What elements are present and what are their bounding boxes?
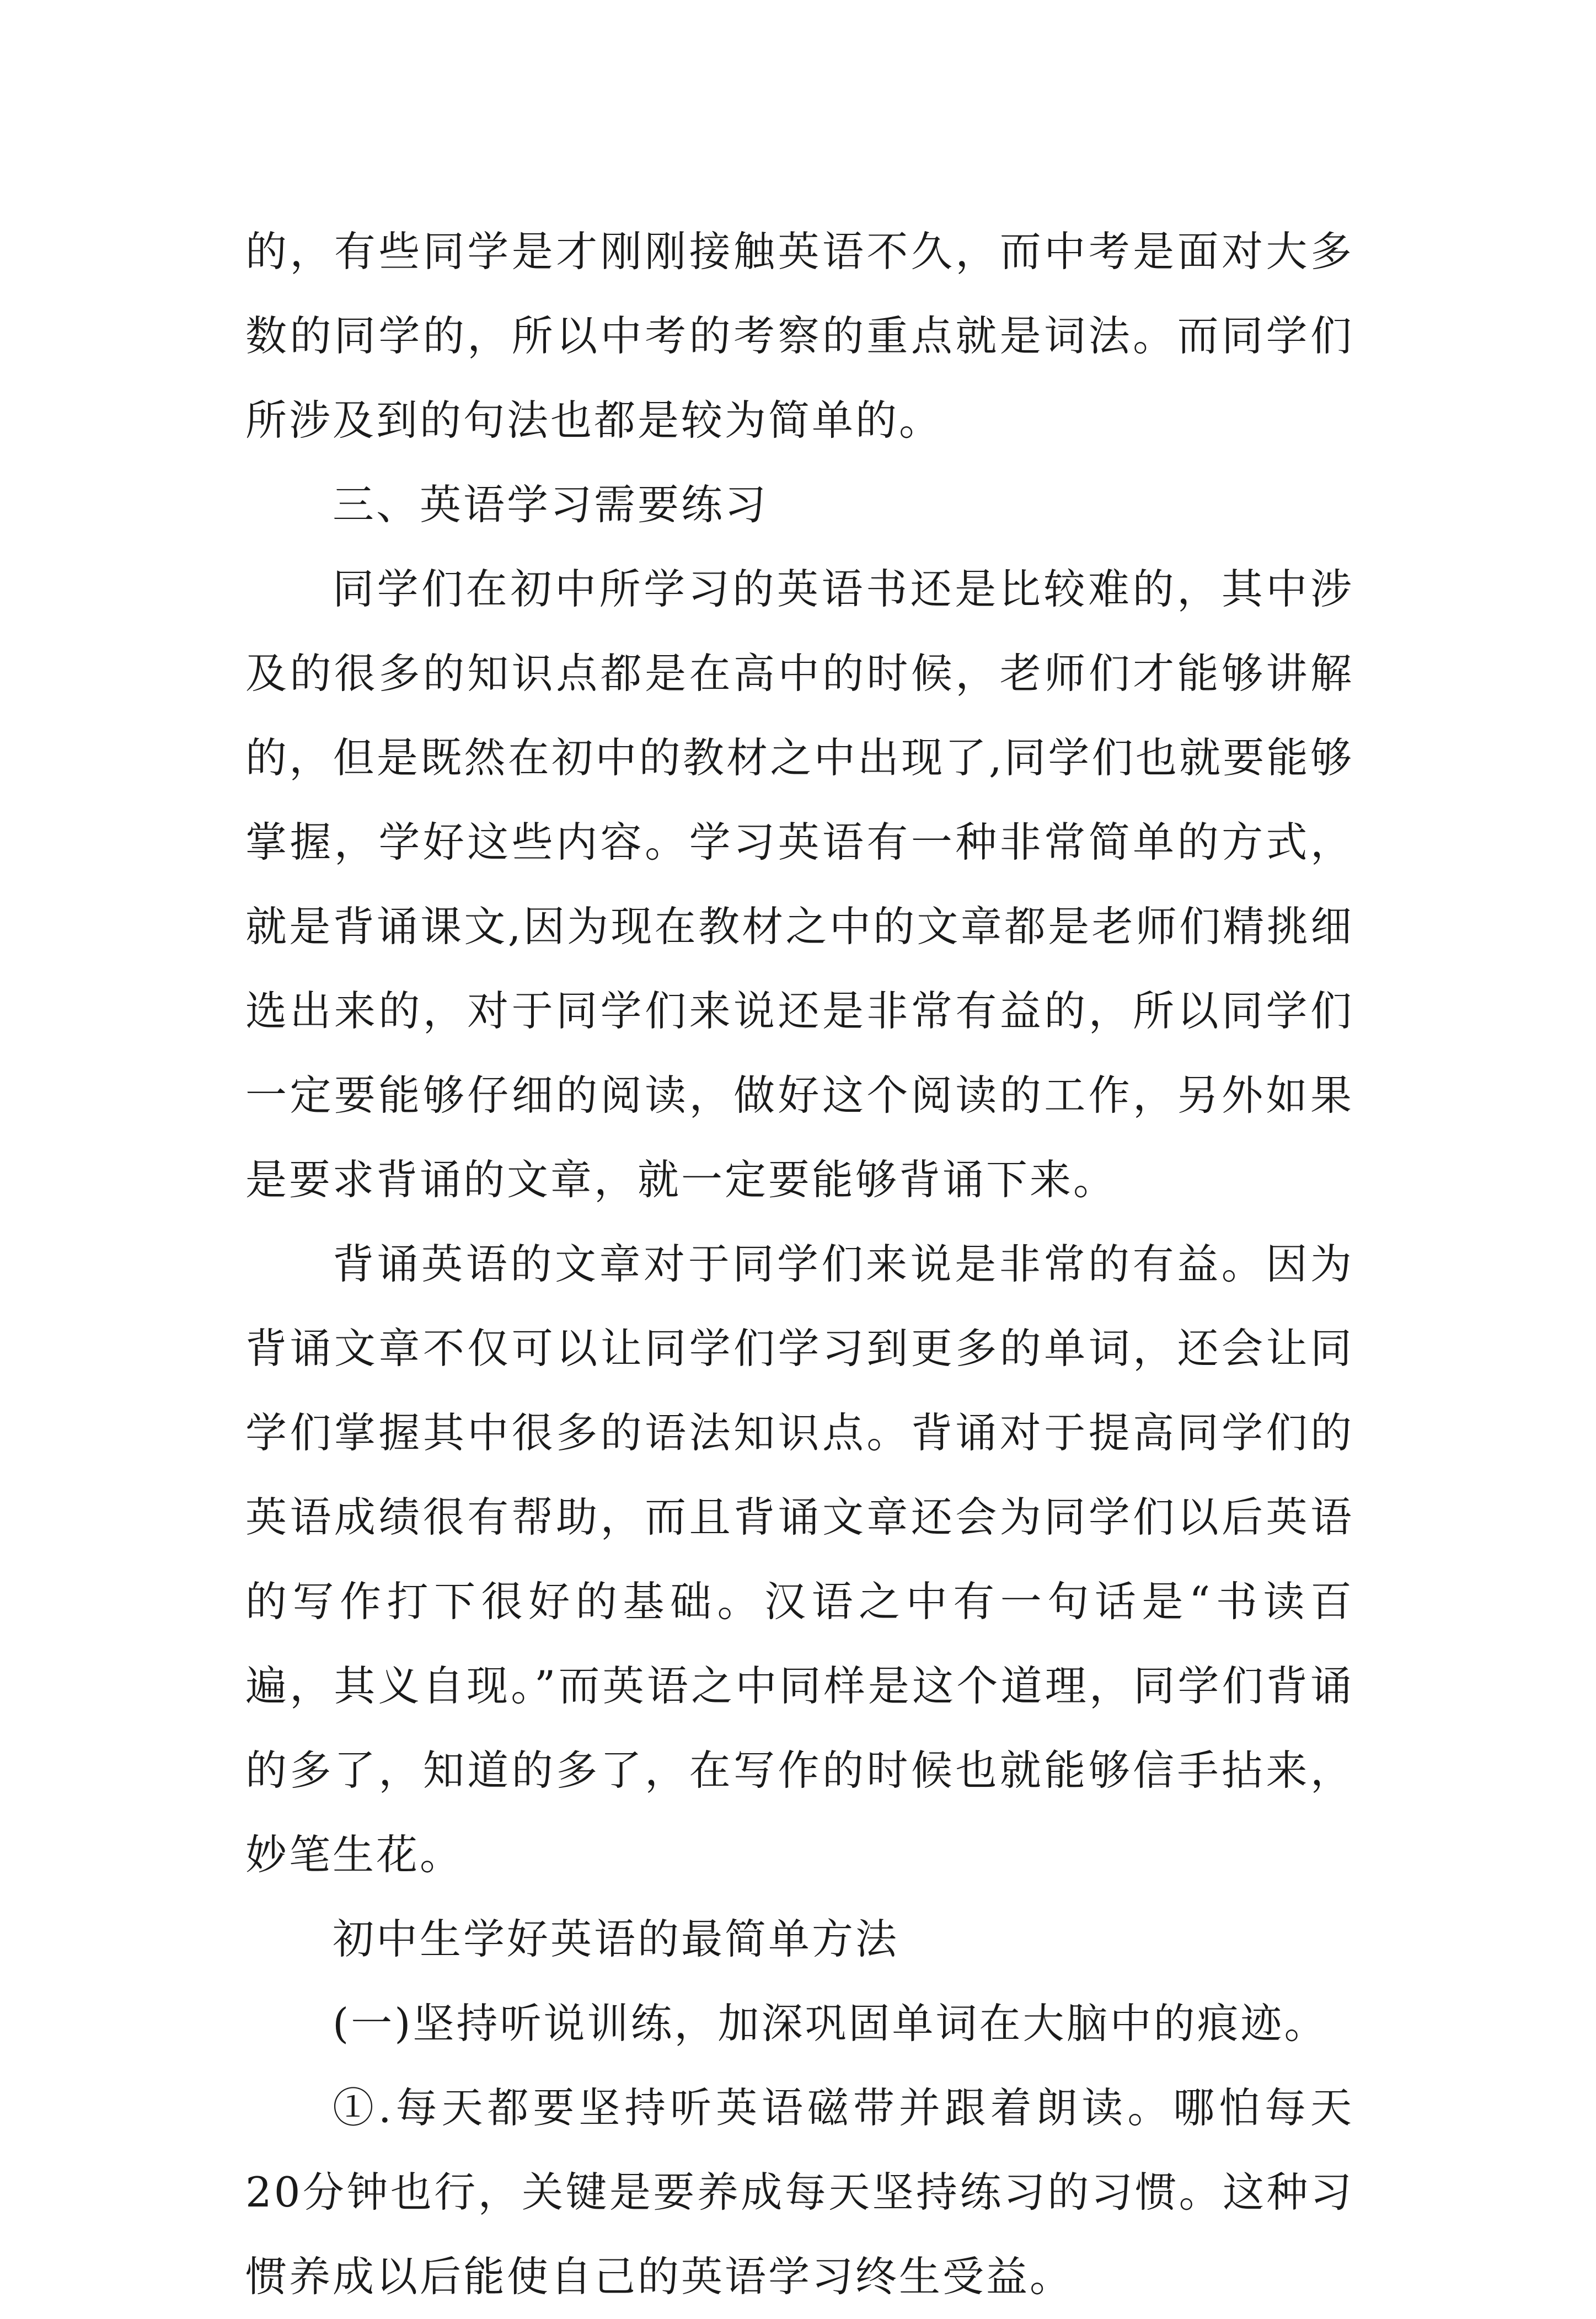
paragraph-continuation: 的，有些同学是才刚刚接触英语不久，而中考是面对大多数的同学的，所以中考的考察的重点就是词法。而同学们所涉及到的句法也都是较为简单的。 <box>245 227 1354 444</box>
list-heading: (一)坚持听说训练，加深巩固单词在大脑中的痕迹。 <box>333 1999 1328 2048</box>
subsection-title: 初中生学好英语的最简单方法 <box>333 1915 899 1963</box>
paragraph: 同学们在初中所学习的英语书还是比较难的，其中涉及的很多的知识点都是在高中的时候，老师们才能够讲解的，但是既然在初中的教材之中出现了,同学们也就要能够掌握，学好这些内容。学习英语有一种非常简单的方式，就是背诵课文,因为现在教材之中的文章都是老师们精挑细选出来的，对于同学们来说还是非常有益的，所以同学们一定要能够仔细的阅读，做好这个阅读的工作，另外如果是要求背诵的文章，就一定要能够背诵下来。 <box>245 565 1354 1204</box>
paragraph: 背诵英语的文章对于同学们来说是非常的有益。因为背诵文章不仅可以让同学们学习到更多的单词，还会让同学们掌握其中很多的语法知识点。背诵对于提高同学们的英语成绩很有帮助，而且背诵文章还会为同学们以后英语的写作打下很好的基础。汉语之中有一句话是“书读百遍，其义自现。”而英语之中同样是这个道理，同学们背诵的多了，知道的多了，在写作的时候也就能够信手拈来，妙笔生花。 <box>245 1240 1354 1879</box>
section-heading: 三、英语学习需要练习 <box>333 480 769 529</box>
list-item: ①.每天都要坚持听英语磁带并跟着朗读。哪怕每天20分钟也行，关键是要养成每天坚持练习的习惯。这种习惯养成以后能使自己的英语学习终生受益。 <box>245 2084 1354 2301</box>
document-body <box>245 210 1354 2319</box>
